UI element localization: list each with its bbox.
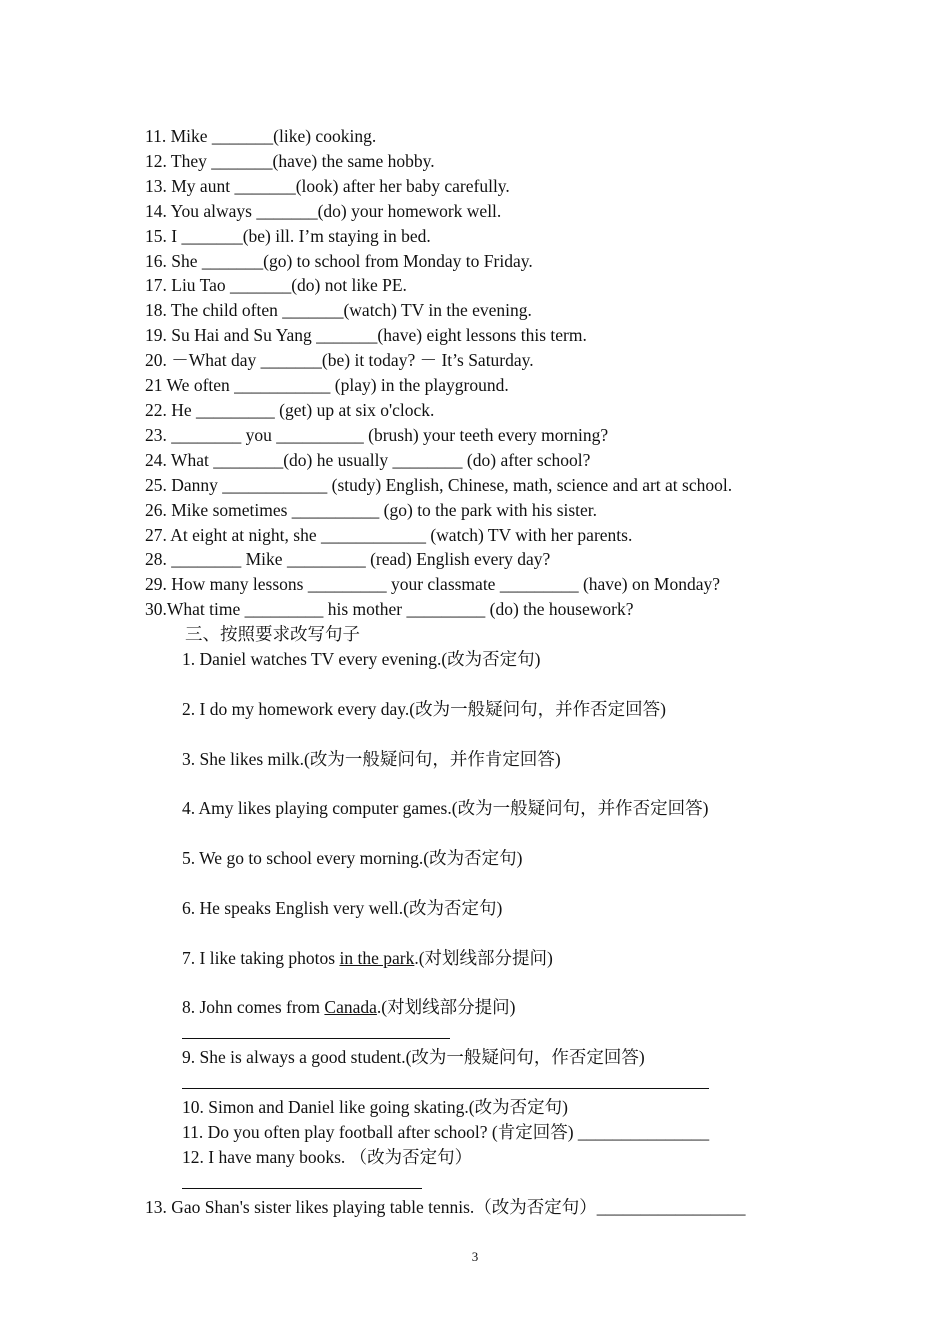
rewrite-question-10: 10. Simon and Daniel like going skating.(改为否定句) — [182, 1097, 568, 1117]
rewrite-question-4: 4. Amy likes playing computer games.(改为一般疑问句，并作否定回答) — [182, 798, 709, 818]
question-7-text: 7. I like taking photos — [182, 948, 340, 968]
exercise-item-23: 23. ________ you __________ (brush) your teeth every morning? — [145, 425, 609, 445]
page-number: 3 — [471, 1249, 479, 1264]
exercise-item-17: 17. Liu Tao _______(do) not like PE. — [145, 275, 407, 295]
section-heading: 三、按照要求改写句子 — [185, 624, 360, 644]
rewrite-question-2: 2. I do my homework every day.(改为一般疑问句，并作否定回答) — [182, 699, 666, 719]
exercise-item-24: 24. What ________(do) he usually ________ (do) after school? — [145, 450, 591, 470]
rewrite-question-7 — [182, 947, 553, 969]
exercise-item-11: 11. Mike _______(like) cooking. — [145, 126, 377, 146]
rewrite-question-9: 9. She is always a good student.(改为一般疑问句，作否定回答) — [182, 1047, 645, 1067]
answer-line-12[interactable] — [182, 1188, 422, 1189]
exercise-item-26: 26. Mike sometimes __________ (go) to the park with his sister. — [145, 500, 598, 520]
exercise-item-16: 16. She _______(go) to school from Monday to Friday. — [145, 251, 533, 271]
question-7-instruction: .(对划线部分提问) — [414, 948, 553, 968]
rewrite-question-8 — [182, 996, 515, 1018]
exercise-item-27: 27. At eight at night, she ____________ (watch) TV with her parents. — [145, 525, 633, 545]
exercise-item-14: 14. You always _______(do) your homework well. — [145, 201, 502, 221]
exercise-item-28: 28. ________ Mike _________ (read) English every day? — [145, 549, 551, 569]
exercise-item-18: 18. The child often _______(watch) TV in the evening. — [145, 300, 532, 320]
rewrite-question-6: 6. He speaks English very well.(改为否定句) — [182, 898, 503, 918]
exercise-item-29: 29. How many lessons _________ your classmate _________ (have) on Monday? — [145, 574, 720, 594]
exercise-item-19: 19. Su Hai and Su Yang _______(have) eight lessons this term. — [145, 325, 587, 345]
exercise-item-21: 21 We often ___________ (play) in the playground. — [145, 375, 509, 395]
rewrite-question-13: 13. Gao Shan's sister likes playing table tennis.（改为否定句）_________________ — [145, 1197, 746, 1217]
answer-line-8[interactable] — [182, 1038, 450, 1039]
question-8-text: 8. John comes from — [182, 997, 325, 1017]
answer-line-9[interactable] — [182, 1088, 709, 1089]
exercise-item-12: 12. They _______(have) the same hobby. — [145, 151, 435, 171]
exercise-item-22: 22. He _________ (get) up at six o'clock. — [145, 400, 435, 420]
question-8-underlined-word: Canada — [324, 997, 377, 1017]
rewrite-question-12: 12. I have many books. （改为否定句） — [182, 1147, 473, 1167]
question-7-underlined-phrase: in the park — [339, 948, 415, 968]
question-8-instruction: .(对划线部分提问) — [376, 997, 516, 1017]
rewrite-question-11: 11. Do you often play football after school? (肯定回答) _______________ — [182, 1122, 710, 1142]
rewrite-question-3: 3. She likes milk.(改为一般疑问句，并作肯定回答) — [182, 749, 561, 769]
exercise-item-25: 25. Danny ____________ (study) English, Chinese, math, science and art at school. — [145, 475, 733, 495]
exercise-item-30: 30.What time _________ his mother _________ (do) the housework? — [145, 599, 634, 619]
exercise-item-15: 15. I _______(be) ill. I’m staying in bed. — [145, 226, 431, 246]
rewrite-question-5: 5. We go to school every morning.(改为否定句) — [182, 848, 523, 868]
exercise-item-20: 20. －What day _______(be) it today? － It’s Saturday. — [145, 350, 534, 370]
rewrite-question-1: 1. Daniel watches TV every evening.(改为否定句) — [182, 649, 541, 669]
exercise-item-13: 13. My aunt _______(look) after her baby carefully. — [145, 176, 510, 196]
